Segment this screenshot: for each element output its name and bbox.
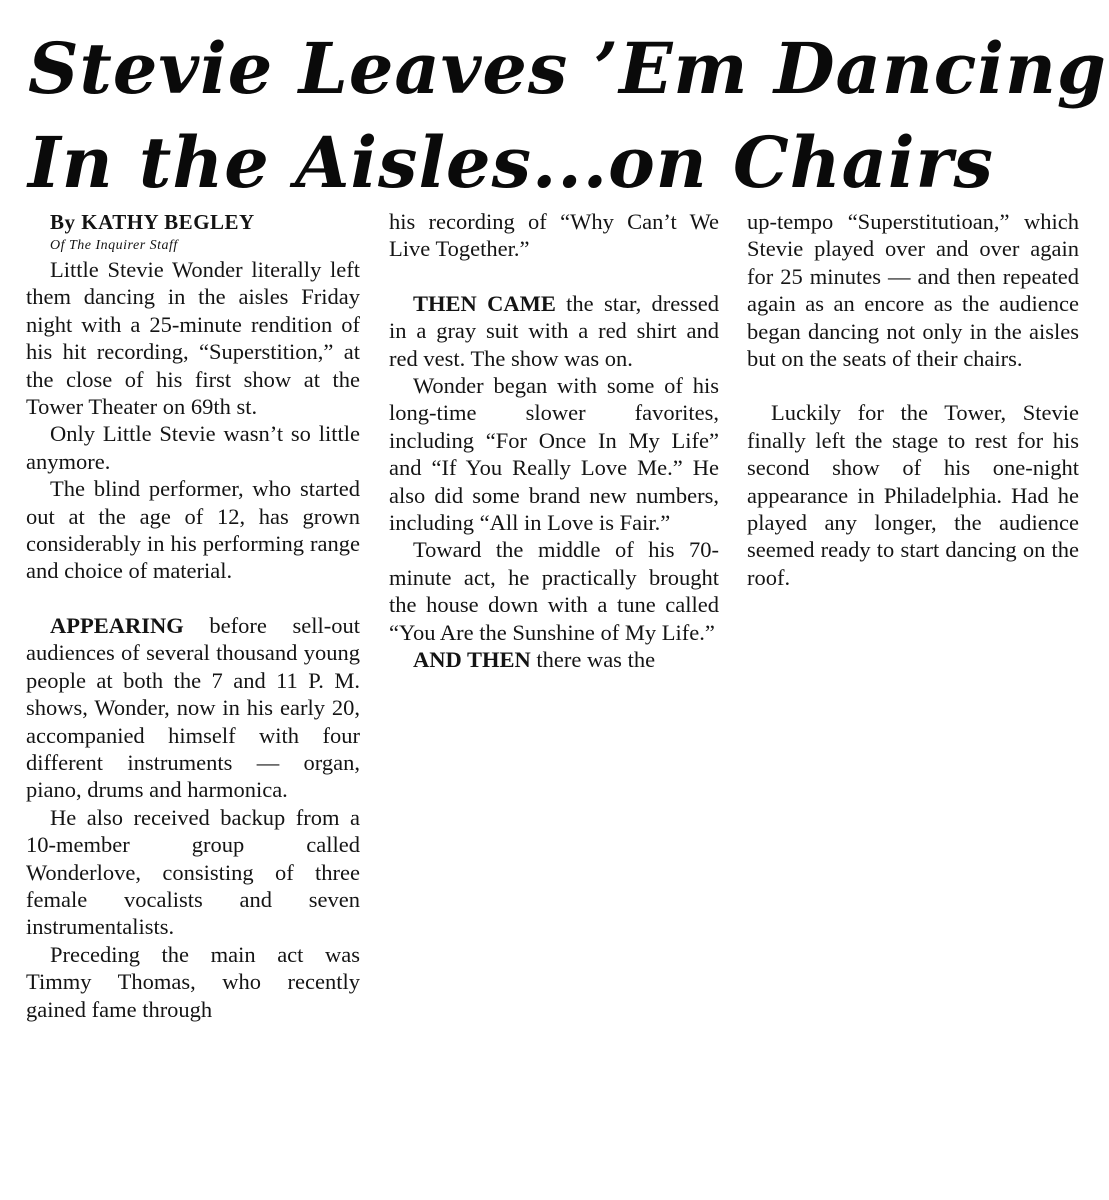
paragraph: Little Stevie Wonder literally left them dancing in the aisles Friday night with a 25-minute rendition of his hit recording, “Superstition,” at the close of his first show at the Tower Theater on 69th st.: [26, 257, 360, 420]
paragraph: The blind performer, who started out at the age of 12, has grown considerably in his performing range and choice of material.: [26, 476, 360, 584]
paragraph: Luckily for the Tower, Stevie finally left the stage to rest for his second show of his one-night appearance in Philadelphia. Had he played any longer, the audience seemed ready to start dancing on the roof.: [747, 400, 1079, 590]
paragraph-lead-in: THEN CAME: [413, 290, 556, 316]
paragraph-body: the star, dressed in a gray suit with a red shirt and red vest. The show was on.: [389, 290, 719, 371]
paragraph: Toward the middle of his 70-minute act, he practically brought the house down with a tune called “You Are the Sunshine of My Life.”: [389, 537, 719, 645]
paragraph-body: before sell-out audiences of several thousand young people at both the 7 and 11 P. M. shows, Wonder, now in his early 20, accompanied himself with four different instruments — organ, piano, drums and harmonica.: [26, 612, 360, 803]
headline: [28, 22, 1107, 210]
paragraph: Preceding the main act was Timmy Thomas, who recently gained fame through: [26, 941, 360, 1022]
paragraph-appearing: [26, 612, 360, 804]
article-column-2: [389, 208, 719, 674]
paragraph: Only Little Stevie wasn’t so little anymore.: [26, 421, 360, 474]
paragraph: He also received backup from a 10-member group called Wonderlove, consisting of three female vocalists and seven instrumentalists.: [26, 804, 360, 940]
paragraph: his recording of “Why Can’t We Live Together.”: [389, 209, 719, 262]
headline-line-2: In the Aisles...on Chairs: [28, 121, 994, 204]
paragraph-body: there was the: [530, 647, 656, 673]
paragraph-and-then: [389, 646, 719, 673]
byline-staff: Of The Inquirer Staff: [50, 238, 178, 253]
paragraph-lead-in: APPEARING: [50, 612, 184, 638]
headline-line-1: Stevie Leaves ’Em Dancing: [28, 27, 1107, 110]
paragraph: Wonder began with some of his long-time slower favorites, including “For Once In My Life” and “If You Really Love Me.” He also did some brand new numbers, including “All in Love is Fair.”: [389, 373, 719, 536]
byline-author: By KATHY BEGLEY: [50, 210, 255, 234]
paragraph-then-came: [389, 290, 719, 372]
paragraph: up-tempo “Superstitutioan,” which Stevie played over and over again for 25 minutes — and then repeated again as an encore as the audience began dancing not only in the aisles but on the seats of their chairs.: [747, 209, 1079, 372]
paragraph-lead-in: AND THEN: [413, 647, 531, 673]
article-column-3: [747, 208, 1079, 591]
article-column-1: [26, 208, 360, 1023]
